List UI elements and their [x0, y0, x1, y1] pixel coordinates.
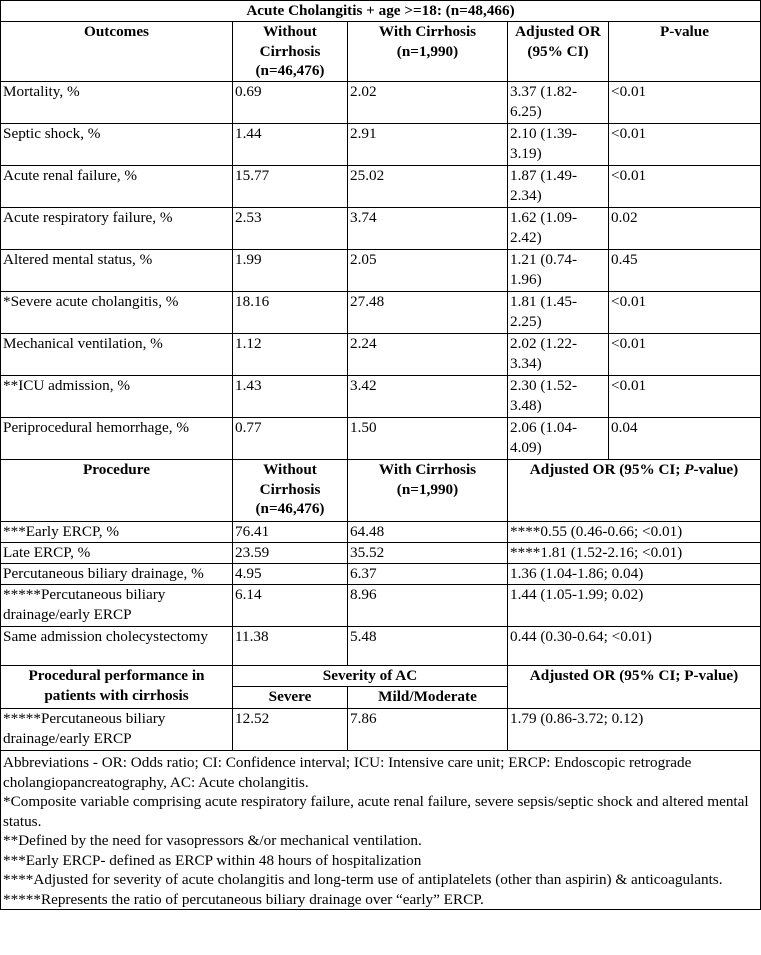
without-cirrhosis-value: 15.77	[233, 166, 348, 208]
procedure-label: Percutaneous biliary drainage, %	[1, 564, 233, 585]
outcome-label: Mechanical ventilation, %	[1, 334, 233, 376]
adjusted-or-value: 1.81 (1.45-2.25)	[508, 292, 609, 334]
performance-label: *****Percutaneous biliary drainage/early ERCP	[1, 709, 233, 751]
table-row	[1, 250, 761, 292]
with-cirrhosis-value: 1.50	[348, 418, 508, 460]
without-cirrhosis-value: 76.41	[233, 522, 348, 543]
without-cirrhosis-value: 1.43	[233, 376, 348, 418]
without-cirrhosis-value: 11.38	[233, 627, 348, 666]
with-cirrhosis-value: 64.48	[348, 522, 508, 543]
footnote: *Composite variable comprising acute respiratory failure, acute renal failure, severe sepsis/septic shock and altered mental status.	[3, 793, 749, 830]
p-value: 0.45	[609, 250, 761, 292]
without-cirrhosis-value: 0.69	[233, 82, 348, 124]
outcome-label: Septic shock, %	[1, 124, 233, 166]
outcome-label: Altered mental status, %	[1, 250, 233, 292]
table-row	[1, 82, 761, 124]
table-row	[1, 376, 761, 418]
table-row	[1, 709, 761, 751]
table-row	[1, 564, 761, 585]
adjusted-or-value: 2.30 (1.52-3.48)	[508, 376, 609, 418]
with-cirrhosis-value: 2.91	[348, 124, 508, 166]
p-value: <0.01	[609, 292, 761, 334]
adjusted-or-value: 0.44 (0.30-0.64; <0.01)	[508, 627, 761, 666]
with-cirrhosis-value: 3.74	[348, 208, 508, 250]
table-row	[1, 585, 761, 627]
with-cirrhosis-header: With Cirrhosis (n=1,990)	[348, 22, 508, 82]
with-cirrhosis-value: 27.48	[348, 292, 508, 334]
footnote: ****Adjusted for severity of acute cholangitis and long-term use of antiplatelets (other than aspirin) & anticoagulants.	[3, 871, 723, 888]
outcome-label: *Severe acute cholangitis, %	[1, 292, 233, 334]
without-cirrhosis-value: 2.53	[233, 208, 348, 250]
adjusted-or-value: ****1.81 (1.52-2.16; <0.01)	[508, 543, 761, 564]
adjusted-or-value: 3.37 (1.82-6.25)	[508, 82, 609, 124]
outcome-label: **ICU admission, %	[1, 376, 233, 418]
without-cirrhosis-value: 18.16	[233, 292, 348, 334]
without-cirrhosis-value: 23.59	[233, 543, 348, 564]
severe-value: 12.52	[233, 709, 348, 751]
adjusted-or-value: 1.21 (0.74-1.96)	[508, 250, 609, 292]
footnote: **Defined by the need for vasopressors &/or mechanical ventilation.	[3, 832, 422, 849]
p-value: <0.01	[609, 334, 761, 376]
outcomes-header-row	[1, 22, 761, 82]
with-cirrhosis-value: 25.02	[348, 166, 508, 208]
severity-header: Severity of AC	[233, 666, 508, 687]
with-cirrhosis-value: 6.37	[348, 564, 508, 585]
performance-rows	[1, 709, 761, 751]
with-cirrhosis-value: 5.48	[348, 627, 508, 666]
performance-header-row-1	[1, 666, 761, 687]
table-row	[1, 418, 761, 460]
adjusted-or-value: 1.87 (1.49-2.34)	[508, 166, 609, 208]
procedure-label: Late ERCP, %	[1, 543, 233, 564]
procedure-adjusted-or-header: Adjusted OR (95% CI; P-value)	[508, 460, 761, 522]
procedure-header-row	[1, 460, 761, 522]
adjusted-or-value: 1.62 (1.09-2.42)	[508, 208, 609, 250]
procedure-rows	[1, 522, 761, 666]
severe-header: Severe	[233, 687, 348, 709]
table-row	[1, 543, 761, 564]
p-value: <0.01	[609, 124, 761, 166]
adjusted-or-value: 2.10 (1.39-3.19)	[508, 124, 609, 166]
without-cirrhosis-header: Without Cirrhosis (n=46,476)	[233, 22, 348, 82]
outcomes-header: Outcomes	[1, 22, 233, 82]
with-cirrhosis-value: 8.96	[348, 585, 508, 627]
mild-moderate-header: Mild/Moderate	[348, 687, 508, 709]
with-cirrhosis-value: 2.24	[348, 334, 508, 376]
performance-adjusted-or-header: Adjusted OR (95% CI; P-value)	[508, 666, 761, 709]
table-row	[1, 166, 761, 208]
procedure-label: Same admission cholecystectomy	[1, 627, 233, 666]
table-row	[1, 208, 761, 250]
table-row	[1, 522, 761, 543]
with-cirrhosis-value: 2.05	[348, 250, 508, 292]
outcome-label: Acute renal failure, %	[1, 166, 233, 208]
adjusted-or-value: ****0.55 (0.46-0.66; <0.01)	[508, 522, 761, 543]
p-value: <0.01	[609, 166, 761, 208]
footnote: Abbreviations - OR: Odds ratio; CI: Confidence interval; ICU: Intensive care unit; ERCP: Endoscopic retrograde cholangiopancreatography, AC: Acute cholangitis.	[3, 754, 692, 791]
procedure-with-cirrhosis-header: With Cirrhosis (n=1,990)	[348, 460, 508, 522]
p-value: 0.02	[609, 208, 761, 250]
mild-moderate-value: 7.86	[348, 709, 508, 751]
with-cirrhosis-value: 3.42	[348, 376, 508, 418]
p-value: 0.04	[609, 418, 761, 460]
outcome-label: Mortality, %	[1, 82, 233, 124]
without-cirrhosis-value: 1.99	[233, 250, 348, 292]
procedure-label: ***Early ERCP, %	[1, 522, 233, 543]
without-cirrhosis-value: 6.14	[233, 585, 348, 627]
without-cirrhosis-value: 0.77	[233, 418, 348, 460]
adjusted-or-header: Adjusted OR (95% CI)	[508, 22, 609, 82]
outcome-rows	[1, 82, 761, 460]
with-cirrhosis-value: 35.52	[348, 543, 508, 564]
procedure-without-cirrhosis-header: Without Cirrhosis (n=46,476)	[233, 460, 348, 522]
footnotes-row	[1, 751, 761, 910]
adjusted-or-value: 1.36 (1.04-1.86; 0.04)	[508, 564, 761, 585]
procedure-header: Procedure	[1, 460, 233, 522]
procedure-label: *****Percutaneous biliary drainage/early ERCP	[1, 585, 233, 627]
performance-header: Procedural performance in patients with cirrhosis	[1, 666, 233, 709]
adjusted-or-value: 1.79 (0.86-3.72; 0.12)	[508, 709, 761, 751]
adjusted-or-value: 1.44 (1.05-1.99; 0.02)	[508, 585, 761, 627]
outcome-label: Acute respiratory failure, %	[1, 208, 233, 250]
p-value: <0.01	[609, 82, 761, 124]
table-row	[1, 627, 761, 666]
with-cirrhosis-value: 2.02	[348, 82, 508, 124]
title-row	[1, 1, 761, 22]
without-cirrhosis-value: 1.44	[233, 124, 348, 166]
without-cirrhosis-value: 4.95	[233, 564, 348, 585]
p-value: <0.01	[609, 376, 761, 418]
footnotes	[1, 751, 761, 910]
outcome-label: Periprocedural hemorrhage, %	[1, 418, 233, 460]
table-row	[1, 292, 761, 334]
table-row	[1, 124, 761, 166]
table-row	[1, 334, 761, 376]
footnote: ***Early ERCP- defined as ERCP within 48 hours of hospitalization	[3, 851, 422, 869]
without-cirrhosis-value: 1.12	[233, 334, 348, 376]
table-title: Acute Cholangitis + age >=18: (n=48,466)	[1, 1, 761, 22]
adjusted-or-value: 2.02 (1.22-3.34)	[508, 334, 609, 376]
p-value-header: P-value	[609, 22, 761, 82]
adjusted-or-value: 2.06 (1.04-4.09)	[508, 418, 609, 460]
footnote: *****Represents the ratio of percutaneous biliary drainage over “early” ERCP.	[3, 890, 484, 908]
